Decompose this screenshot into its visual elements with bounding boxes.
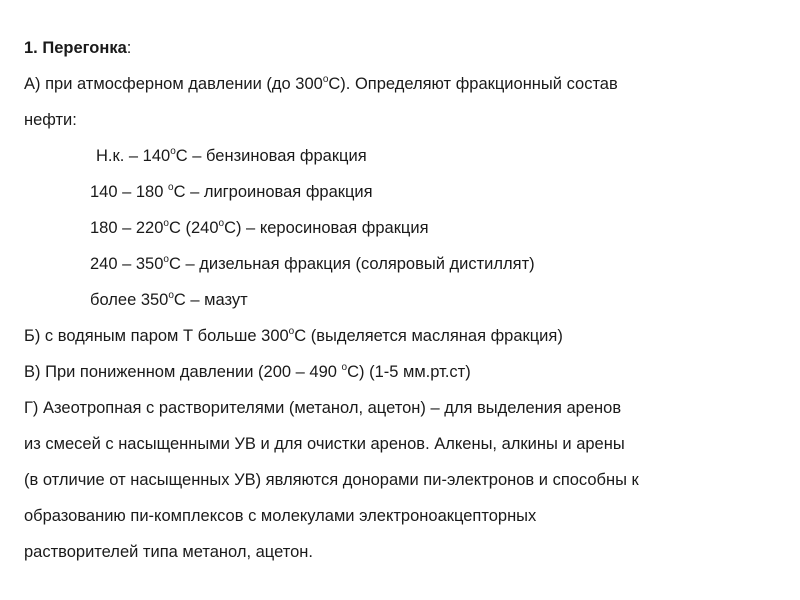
text-span: С – дизельная фракция (соляровый дистиллят) <box>168 255 535 273</box>
paragraph-g-line-5: растворителей типа метанол, ацетон. <box>24 543 313 561</box>
degree-mark: о <box>288 325 295 337</box>
paragraph-g-line-1: Г) Азеотропная с растворителями (метанол, ацетон) – для выделения аренов <box>24 399 622 417</box>
degree-mark: о <box>163 253 169 265</box>
text-span: С – мазут <box>173 291 248 309</box>
degree-mark: о <box>341 361 348 373</box>
degree-mark: о <box>170 145 176 157</box>
paragraph-a-line-2: нефти: <box>24 111 77 129</box>
heading-bold: 1. Перегонка <box>24 39 127 57</box>
degree-mark: о <box>218 217 225 229</box>
fraction-line-5 <box>90 290 248 310</box>
text-span: С) (1-5 мм.рт.ст) <box>347 363 471 381</box>
fraction-line-3 <box>90 218 429 238</box>
fraction-line-2 <box>90 182 373 202</box>
text-span: 180 – 220 <box>90 219 164 237</box>
text-span: Н.к. – 140 <box>96 147 171 165</box>
text-span: 240 – 350 <box>90 255 164 273</box>
paragraph-v <box>24 362 471 382</box>
degree-mark: о <box>322 73 329 85</box>
text-span: 140 – 180 <box>90 183 168 201</box>
fraction-line-4 <box>90 254 535 274</box>
paragraph-g-line-2: из смесей с насыщенными УВ и для очистки аренов. Алкены, алкины и арены <box>24 435 625 453</box>
fraction-line-1 <box>96 146 367 166</box>
text-span: С – бензиновая фракция <box>175 147 367 165</box>
text-span: В) При пониженном давлении (200 – 490 <box>24 363 342 381</box>
text-span: более 350 <box>90 291 169 309</box>
degree-mark: о <box>163 217 169 229</box>
text-span: С (выделяется масляная фракция) <box>294 327 563 345</box>
text-span: С (240 <box>168 219 219 237</box>
paragraph-a-line-1 <box>24 74 618 94</box>
heading <box>24 38 131 58</box>
paragraph-b <box>24 326 563 346</box>
paragraph-g-line-3: (в отличие от насыщенных УВ) являются донорами пи-электронов и способны к <box>24 471 639 489</box>
text-span: С – лигроиновая фракция <box>173 183 373 201</box>
degree-mark: о <box>168 181 174 193</box>
text-span: С). Определяют фракционный состав <box>328 75 618 93</box>
text-span: С) – керосиновая фракция <box>224 219 429 237</box>
text-span: А) при атмосферном давлении (до 300 <box>24 75 323 93</box>
degree-mark: о <box>168 289 174 301</box>
paragraph-g-line-4: образованию пи-комплексов с молекулами электроноакцепторных <box>24 507 537 525</box>
text-span: Б) с водяным паром Т больше 300 <box>24 327 289 345</box>
heading-suffix: : <box>126 39 132 57</box>
